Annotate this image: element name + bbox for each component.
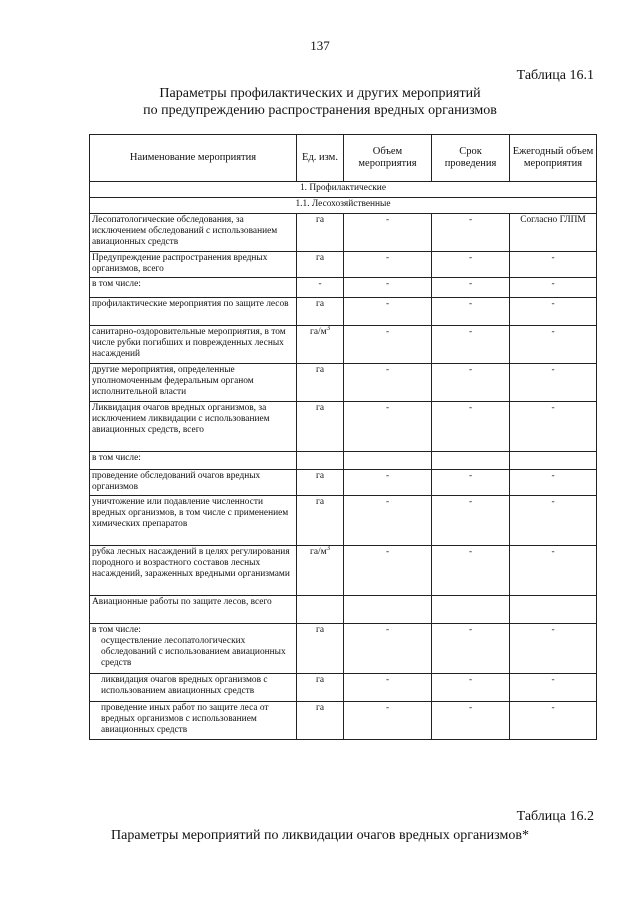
table-row xyxy=(90,278,597,298)
cell-term xyxy=(432,596,510,624)
measures-table xyxy=(89,134,597,740)
table-2-title: Параметры мероприятий по ликвидации очагов вредных организмов* xyxy=(111,828,529,843)
cell-annual: - xyxy=(510,546,597,596)
cell-term xyxy=(432,452,510,470)
unit-superscript: 3 xyxy=(326,323,331,332)
table-2-label: Таблица 16.2 xyxy=(516,809,594,824)
table-row xyxy=(90,674,597,702)
page-number: 137 xyxy=(310,38,330,53)
cell-unit xyxy=(297,323,344,364)
section-row xyxy=(90,182,597,198)
cell-unit: га xyxy=(297,298,344,326)
cell-term: - xyxy=(432,402,510,452)
cell-name: проведение обследований очагов вредных организмов xyxy=(90,470,297,496)
table-row xyxy=(90,624,597,674)
cell-name: Лесопатологические обследования, за исключением обследований с использованием авиационных средств xyxy=(90,214,297,252)
cell-name: рубка лесных насаждений в целях регулирования породного и возрастного составов лесных насаждений, зараженных вредными организмами xyxy=(90,546,297,596)
section-title: 1. Профилактические xyxy=(90,182,597,198)
header-row xyxy=(90,135,597,182)
header-unit: Ед. изм. xyxy=(297,135,344,182)
cell-unit: га xyxy=(297,364,344,402)
cell-annual: - xyxy=(510,624,597,674)
table-1-title-line-1: Параметры профилактических и других мероприятий xyxy=(159,86,481,101)
header-term: Срок проведения xyxy=(432,135,510,182)
cell-name xyxy=(90,674,297,702)
cell-term: - xyxy=(432,470,510,496)
cell-unit xyxy=(297,543,344,596)
cell-term: - xyxy=(432,624,510,674)
cell-volume: - xyxy=(344,326,432,364)
table-1-label: Таблица 16.1 xyxy=(516,68,594,83)
cell-unit: га xyxy=(297,496,344,546)
cell-volume: - xyxy=(344,624,432,674)
cell-name xyxy=(90,624,297,674)
table-1-title-line-2: по предупреждению распространения вредных организмов xyxy=(143,103,497,118)
table-row xyxy=(90,546,597,596)
cell-annual xyxy=(510,452,597,470)
cell-volume: - xyxy=(344,546,432,596)
cell-term: - xyxy=(432,674,510,702)
cell-annual xyxy=(510,596,597,624)
cell-volume: - xyxy=(344,496,432,546)
cell-volume: - xyxy=(344,402,432,452)
cell-name: профилактические мероприятия по защите лесов xyxy=(90,298,297,326)
cell-name: уничтожение или подавление численности вредных организмов, в том числе с применением химических препаратов xyxy=(90,496,297,546)
cell-name: Ликвидация очагов вредных организмов, за исключением ликвидации с использованием авиационных средств, всего xyxy=(90,402,297,452)
table-row xyxy=(90,470,597,496)
cell-name: в том числе: xyxy=(90,452,297,470)
table-row xyxy=(90,326,597,364)
cell-name: Предупреждение распространения вредных организмов, всего xyxy=(90,252,297,278)
cell-name: санитарно-оздоровительные мероприятия, в том числе рубки погибших и поврежденных лесных насаждений xyxy=(90,326,297,364)
cell-volume: - xyxy=(344,252,432,278)
cell-annual: - xyxy=(510,674,597,702)
cell-term: - xyxy=(432,496,510,546)
unit-text: га/м xyxy=(309,547,327,557)
cell-unit: га xyxy=(297,624,344,674)
cell-name xyxy=(90,702,297,740)
cell-unit: - xyxy=(297,278,344,298)
cell-unit: га xyxy=(297,402,344,452)
cell-annual: Согласно ГЛПМ xyxy=(510,214,597,252)
cell-name: в том числе: xyxy=(90,278,297,298)
cell-name: Авиационные работы по защите лесов, всего xyxy=(90,596,297,624)
unit-text: га/м xyxy=(309,327,327,337)
cell-term: - xyxy=(432,252,510,278)
cell-term: - xyxy=(432,326,510,364)
cell-volume: - xyxy=(344,470,432,496)
cell-term: - xyxy=(432,702,510,740)
table-row xyxy=(90,702,597,740)
cell-volume xyxy=(344,596,432,624)
cell-term: - xyxy=(432,298,510,326)
subsection-title: 1.1. Лесохозяйственные xyxy=(90,198,597,214)
row-text: ликвидация очагов вредных организмов с использованием авиационных средств xyxy=(101,675,268,696)
cell-annual: - xyxy=(510,470,597,496)
cell-unit: га xyxy=(297,214,344,252)
cell-unit xyxy=(297,452,344,470)
cell-unit xyxy=(297,596,344,624)
table-row xyxy=(90,252,597,278)
cell-annual: - xyxy=(510,402,597,452)
cell-term: - xyxy=(432,364,510,402)
cell-name: другие мероприятия, определенные уполномоченным федеральным органом исполнительной власти xyxy=(90,364,297,402)
table-row xyxy=(90,214,597,252)
table-row xyxy=(90,364,597,402)
header-volume: Объем мероприятия xyxy=(344,135,432,182)
cell-volume: - xyxy=(344,298,432,326)
subsection-row xyxy=(90,198,597,214)
header-annual: Ежегодный объем мероприятия xyxy=(510,135,597,182)
table-row xyxy=(90,452,597,470)
cell-unit: га xyxy=(297,252,344,278)
cell-unit: га xyxy=(297,470,344,496)
cell-volume: - xyxy=(344,364,432,402)
cell-term: - xyxy=(432,214,510,252)
table-row xyxy=(90,298,597,326)
table-row xyxy=(90,596,597,624)
cell-volume: - xyxy=(344,702,432,740)
row-text: осуществление лесопатологических обследований с использованием авиационных средств xyxy=(101,636,286,668)
cell-volume: - xyxy=(344,674,432,702)
header-name: Наименование мероприятия xyxy=(90,135,297,182)
cell-term: - xyxy=(432,546,510,596)
cell-annual: - xyxy=(510,252,597,278)
unit-superscript: 3 xyxy=(326,543,331,552)
cell-annual: - xyxy=(510,364,597,402)
table-1-title xyxy=(0,85,640,119)
cell-annual: - xyxy=(510,702,597,740)
cell-annual: - xyxy=(510,298,597,326)
row-prefix: в том числе: xyxy=(92,625,141,635)
cell-annual: - xyxy=(510,496,597,546)
cell-volume: - xyxy=(344,214,432,252)
cell-term: - xyxy=(432,278,510,298)
cell-unit: га xyxy=(297,702,344,740)
row-text: проведение иных работ по защите леса от вредных организмов с использованием авиационных средств xyxy=(101,703,269,735)
cell-annual: - xyxy=(510,326,597,364)
cell-annual: - xyxy=(510,278,597,298)
cell-unit: га xyxy=(297,674,344,702)
table-row xyxy=(90,402,597,452)
cell-volume xyxy=(344,452,432,470)
cell-volume: - xyxy=(344,278,432,298)
table-row xyxy=(90,496,597,546)
